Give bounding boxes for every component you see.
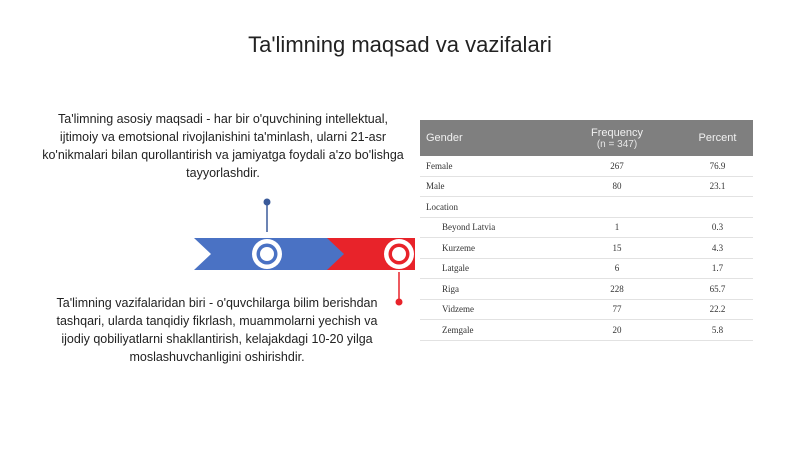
- table-row: [420, 299, 753, 320]
- cell-frequency: 6: [552, 258, 682, 279]
- header-frequency: [552, 120, 682, 156]
- table-row: [420, 176, 753, 197]
- cell-percent: 0.3: [682, 217, 753, 238]
- cell-percent: 76.9: [682, 156, 753, 176]
- table-row: [420, 279, 753, 300]
- cell-frequency: 228: [552, 279, 682, 300]
- cell-label: Male: [420, 176, 552, 197]
- cell-percent: 4.3: [682, 238, 753, 259]
- table-row: [420, 197, 753, 218]
- cell-percent: 23.1: [682, 176, 753, 197]
- cell-frequency: 15: [552, 238, 682, 259]
- table-body: [420, 156, 753, 340]
- cell-frequency: 20: [552, 320, 682, 341]
- header-frequency-label: Frequency: [591, 126, 643, 139]
- header-gender: Gender: [420, 120, 552, 156]
- timeline-dot-top: [264, 199, 271, 206]
- cell-label: Beyond Latvia: [420, 217, 552, 238]
- table-header-row: [420, 120, 753, 156]
- cell-label: Female: [420, 156, 552, 176]
- cell-percent: 65.7: [682, 279, 753, 300]
- table-row: [420, 238, 753, 259]
- cell-percent: 5.8: [682, 320, 753, 341]
- header-frequency-sub: (n = 347): [596, 138, 638, 150]
- cell-label: Zemgale: [420, 320, 552, 341]
- cell-percent: 1.7: [682, 258, 753, 279]
- table-row: [420, 258, 753, 279]
- cell-label: Kurzeme: [420, 238, 552, 259]
- table-row: [420, 217, 753, 238]
- cell-label: Location: [420, 197, 552, 218]
- demographics-table: [420, 120, 753, 341]
- table-row: [420, 156, 753, 176]
- cell-label: Riga: [420, 279, 552, 300]
- slide-title: Ta'limning maqsad va vazifalari: [248, 32, 552, 57]
- header-percent: Percent: [682, 120, 753, 156]
- goal-paragraph: Ta'limning asosiy maqsadi - har bir o'quvchining intellektual, ijtimoiy va emotsional rivojlanishini ta'minlash, ularni 21-asr ko'nikmalari bilan qurollantirish va jamiyatga foydali a'zo bo'lishga tayyorlashdir.: [42, 112, 404, 180]
- cell-frequency: 267: [552, 156, 682, 176]
- cell-percent: 22.2: [682, 299, 753, 320]
- cell-frequency: 80: [552, 176, 682, 197]
- cell-frequency: [552, 197, 682, 218]
- cell-frequency: 1: [552, 217, 682, 238]
- table-row: [420, 320, 753, 341]
- timeline-dot-bottom: [396, 299, 403, 306]
- timeline-ring-red-center: [392, 247, 406, 261]
- cell-frequency: 77: [552, 299, 682, 320]
- tasks-paragraph: Ta'limning vazifalaridan biri - o'quvchilarga bilim berishdan tashqari, ularda tanqidiy fikrlash, muammolarni yechish va ijodiy qobiliyatlarni shakllantirish, kelajakdagi 10-20 yilga moslashuvchanligini oshirishdir.: [56, 296, 378, 364]
- cell-percent: [682, 197, 753, 218]
- timeline-ring-blue-center: [260, 247, 274, 261]
- cell-label: Vidzeme: [420, 299, 552, 320]
- cell-label: Latgale: [420, 258, 552, 279]
